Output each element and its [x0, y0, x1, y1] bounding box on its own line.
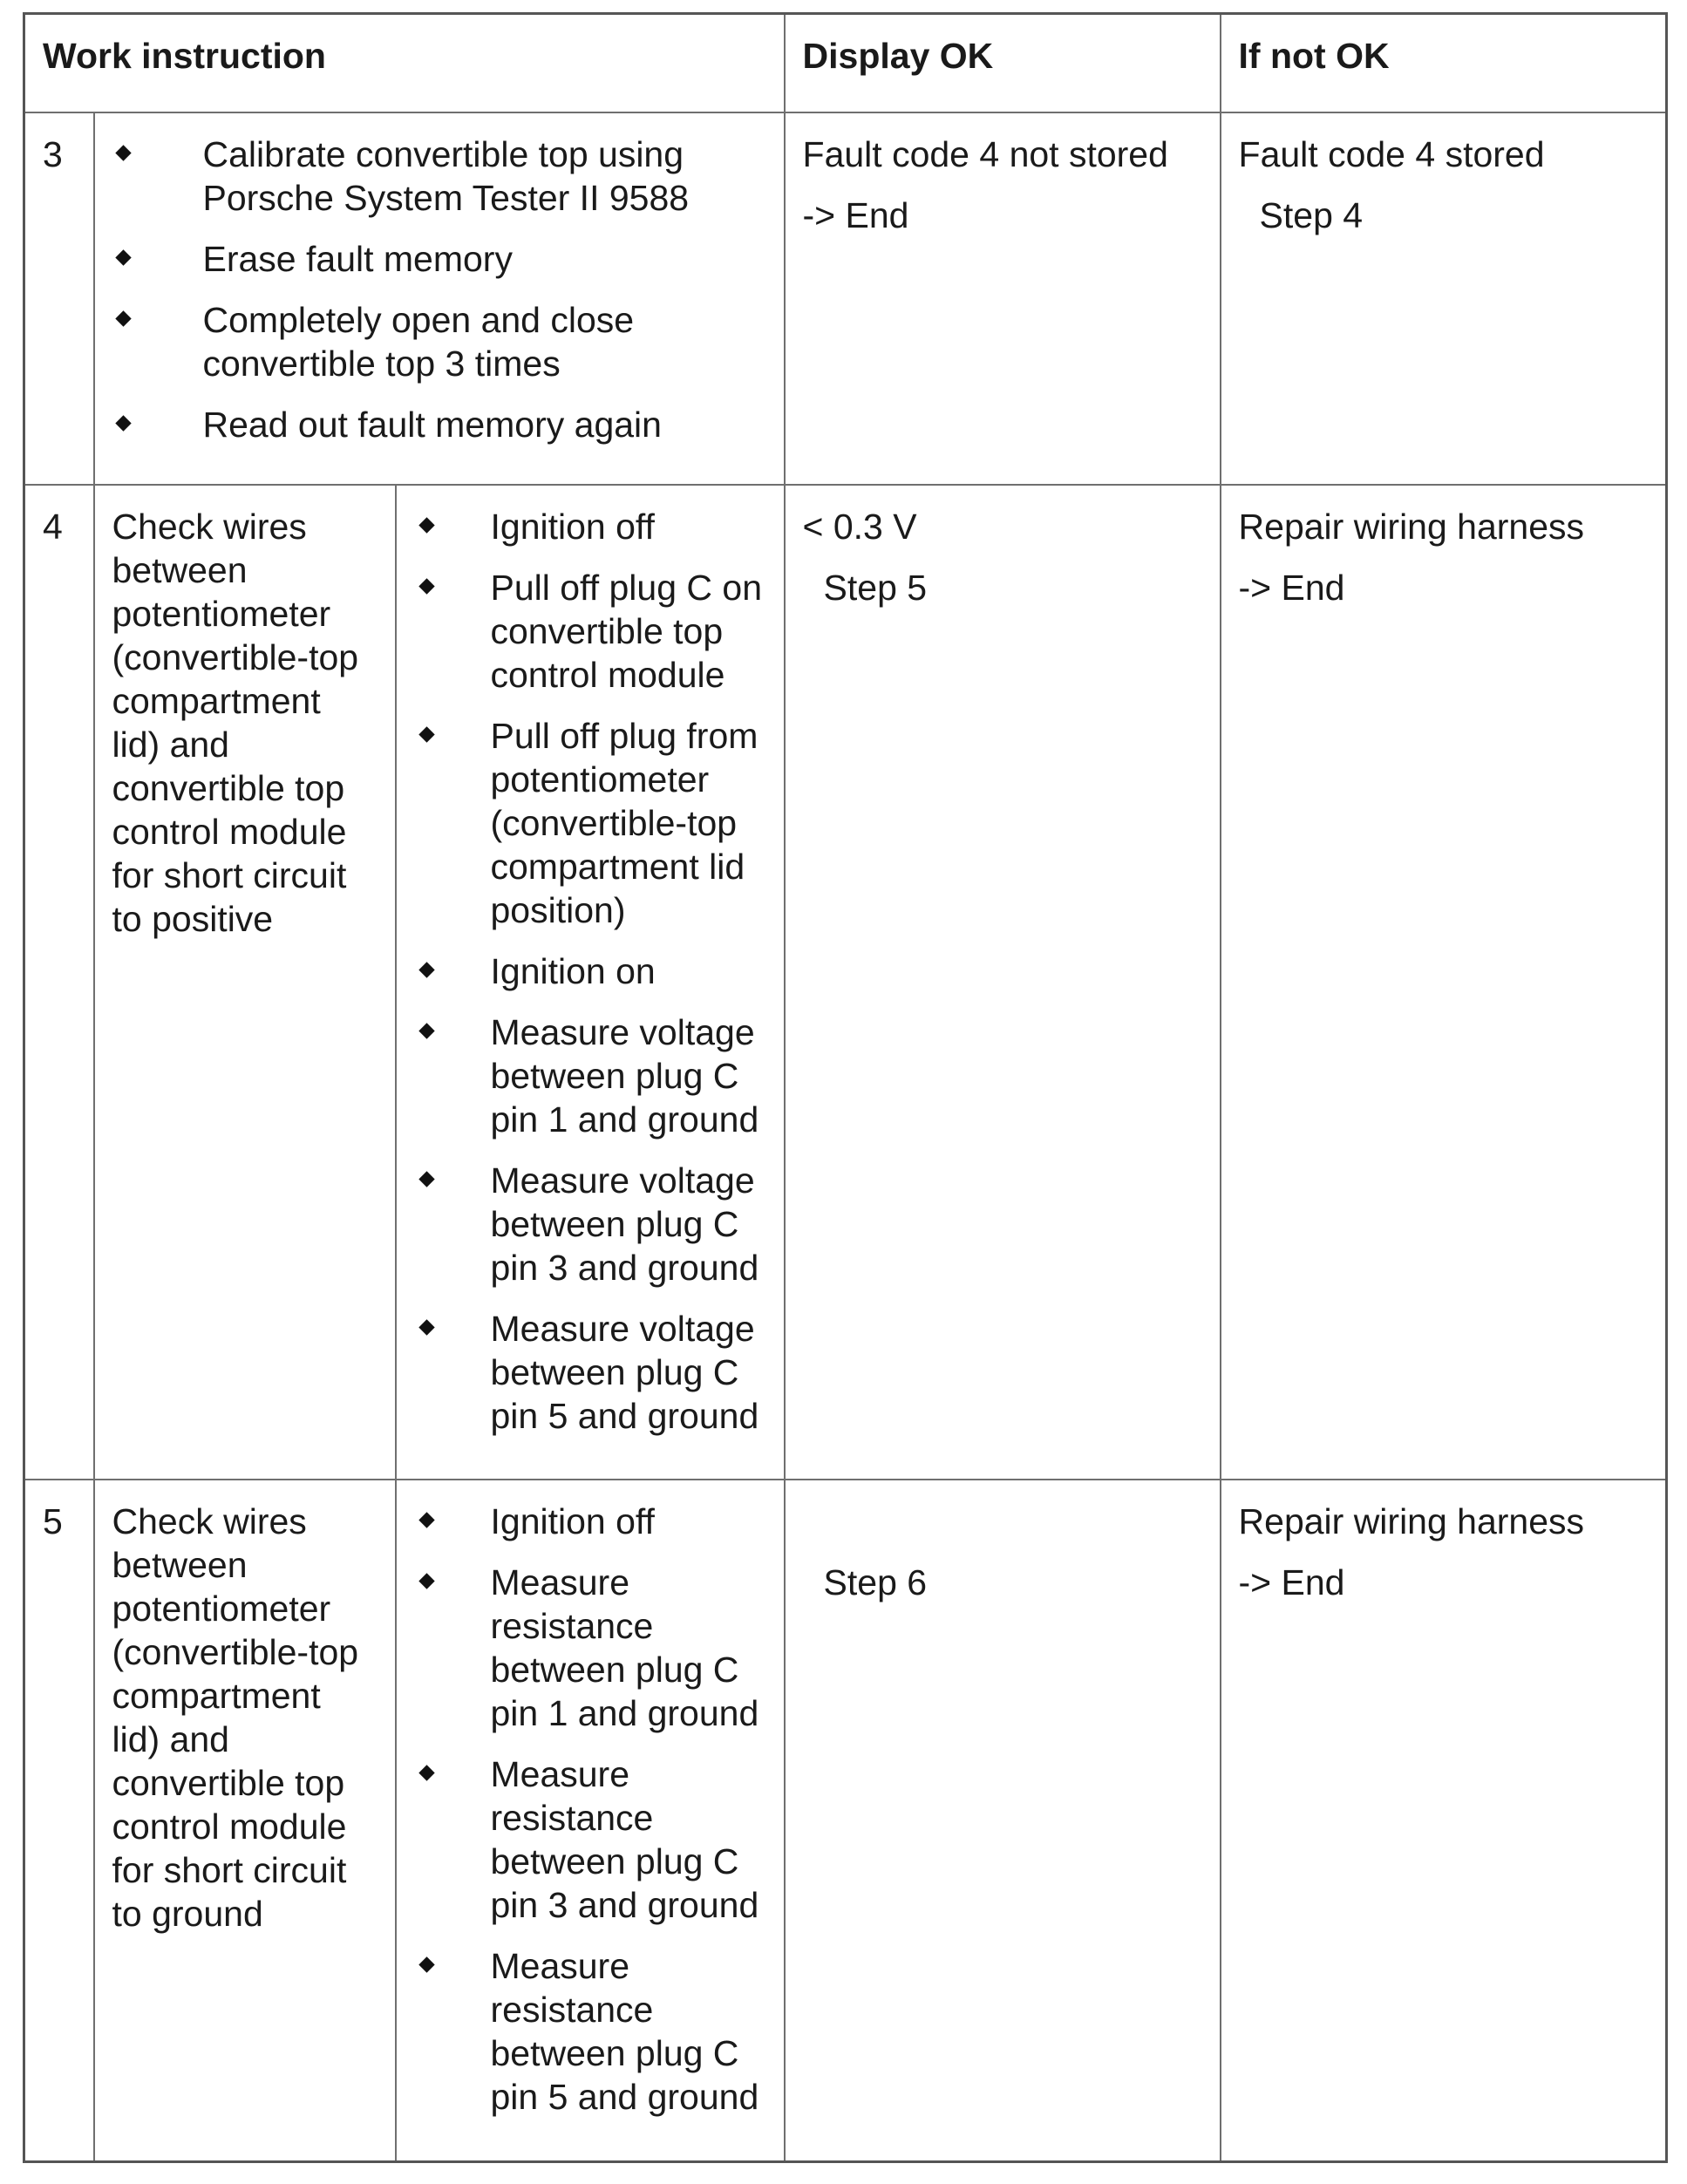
diamond-bullet-icon: [418, 1956, 434, 1972]
list-item: [414, 1944, 766, 2119]
result-next: Step 4: [1259, 194, 1364, 235]
diamond-bullet-icon: [115, 249, 131, 265]
bullet-text: Measure resistance between plug C pin 3 and ground: [490, 1753, 759, 1925]
bullet-text: Measure resistance between plug C pin 1 and ground: [490, 1561, 759, 1733]
step-5-description: Check wires between potentiometer (convertible-top compartment lid) and convertible top control module for short circuit to ground: [94, 1480, 396, 2162]
list-item: [414, 714, 766, 932]
list-item: [414, 1307, 766, 1438]
bullet-list: [414, 505, 766, 1438]
result-text: < 0.3 V: [802, 506, 917, 547]
diamond-bullet-icon: [115, 310, 131, 326]
list-item: [414, 505, 766, 548]
bullet-text: Erase fault memory: [202, 238, 513, 279]
result-next: Step 6: [823, 1561, 928, 1602]
list-item: [414, 1010, 766, 1141]
bullet-text: Pull off plug from potentiometer (convertible-top compartment lid position): [490, 715, 758, 930]
result-next: -> End: [1238, 567, 1345, 608]
step-4-if-not-ok: [1221, 485, 1667, 1480]
diamond-bullet-icon: [418, 517, 434, 533]
step-number: 3: [24, 112, 94, 485]
result-next: -> End: [1238, 1561, 1345, 1602]
list-item: [112, 403, 766, 446]
work-instruction-table: [23, 12, 1668, 2163]
diamond-bullet-icon: [418, 578, 434, 594]
diamond-bullet-icon: [418, 1512, 434, 1527]
header-display-ok: Display OK: [785, 14, 1221, 112]
bullet-list: [414, 1500, 766, 2119]
bullet-list: [112, 133, 766, 446]
step-4-description: Check wires between potentiometer (convertible-top compartment lid) and convertible top control module for short circuit to positive: [94, 485, 396, 1480]
step-4-instructions: [396, 485, 785, 1480]
table-row-step-5: [24, 1480, 1667, 2162]
bullet-text: Measure voltage between plug C pin 1 and ground: [490, 1011, 759, 1140]
list-item: [414, 1752, 766, 1927]
diamond-bullet-icon: [418, 1573, 434, 1589]
diamond-bullet-icon: [418, 1023, 434, 1038]
diamond-bullet-icon: [418, 1765, 434, 1780]
table-row-step-4: [24, 485, 1667, 1480]
instruction-sheet: [23, 12, 1665, 2166]
table-row-step-3: [24, 112, 1667, 485]
list-item: [112, 237, 766, 281]
result-next: -> End: [802, 194, 909, 235]
diamond-bullet-icon: [115, 415, 131, 431]
step-5-instructions: [396, 1480, 785, 2162]
bullet-text: Calibrate convertible top using Porsche System Tester II 9588: [202, 133, 690, 218]
diamond-bullet-icon: [418, 1171, 434, 1187]
bullet-text: Ignition off: [490, 1500, 655, 1541]
step-3-if-not-ok: [1221, 112, 1667, 485]
table-header-row: [24, 14, 1667, 112]
list-item: [112, 298, 766, 385]
diamond-bullet-icon: [418, 1319, 434, 1335]
list-item: [414, 1561, 766, 1735]
step-3-instructions: [94, 112, 785, 485]
bullet-text: Ignition off: [490, 506, 655, 547]
step-number: 4: [24, 485, 94, 1480]
result-text: Fault code 4 stored: [1238, 133, 1545, 174]
list-item: [414, 949, 766, 993]
list-item: [414, 1500, 766, 1543]
header-if-not-ok: If not OK: [1221, 14, 1667, 112]
bullet-text: Pull off plug C on convertible top control module: [490, 567, 763, 695]
step-number: 5: [24, 1480, 94, 2162]
bullet-text: Measure voltage between plug C pin 3 and ground: [490, 1160, 759, 1288]
bullet-text: Ignition on: [490, 950, 656, 991]
list-item: [112, 133, 766, 220]
diamond-bullet-icon: [115, 145, 131, 160]
bullet-text: Read out fault memory again: [202, 404, 662, 445]
list-item: [414, 566, 766, 697]
result-text: Repair wiring harness: [1238, 506, 1585, 547]
diamond-bullet-icon: [418, 726, 434, 742]
header-work-instruction: Work instruction: [24, 14, 785, 112]
result-text: Fault code 4 not stored: [802, 133, 1168, 174]
step-5-display-ok: [785, 1480, 1221, 2162]
bullet-text: Measure resistance between plug C pin 5 and ground: [490, 1945, 759, 2117]
bullet-text: Measure voltage between plug C pin 5 and ground: [490, 1308, 759, 1436]
bullet-text: Completely open and close convertible top 3 times: [202, 299, 635, 384]
step-4-display-ok: [785, 485, 1221, 1480]
step-3-display-ok: [785, 112, 1221, 485]
diamond-bullet-icon: [418, 962, 434, 977]
result-next: Step 5: [823, 567, 928, 608]
step-5-if-not-ok: [1221, 1480, 1667, 2162]
result-text: Repair wiring harness: [1238, 1500, 1585, 1541]
list-item: [414, 1159, 766, 1289]
